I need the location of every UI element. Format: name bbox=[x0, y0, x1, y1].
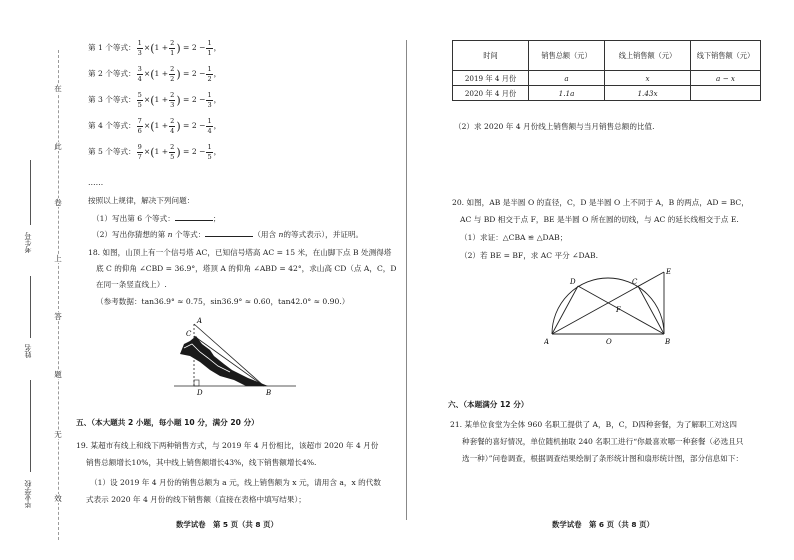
rule-prompt: 按照以上规律，解决下列问题： bbox=[88, 196, 195, 205]
table-cell: 1.1a bbox=[529, 86, 605, 101]
fraction-numerator: 7 bbox=[137, 117, 142, 125]
equation-rhs: = 2 − bbox=[183, 121, 206, 131]
page-divider bbox=[406, 40, 407, 520]
table-cell: 1.43x bbox=[605, 86, 691, 101]
q2-text-a: （2）写出你猜想的第 bbox=[92, 230, 166, 239]
equation-label: 第 5 个等式： bbox=[88, 147, 136, 157]
fraction-denominator: 5 bbox=[170, 152, 175, 161]
q2-var: n bbox=[278, 230, 284, 239]
right-page bbox=[412, 0, 782, 560]
equation-row: 第 2 个等式： $\frac{3}{4}$ × ( 1 + $\frac{2}{2}$ ) = 2 − $\frac{1}{2}$ ， bbox=[88, 65, 222, 83]
p21-line-2: 种套餐的喜好情况，单位随机抽取 240 名职工进行“你最喜欢哪一种套餐（必选且只 bbox=[462, 437, 744, 446]
fraction-c bbox=[206, 118, 212, 134]
equation-rhs: = 2 − bbox=[183, 69, 206, 79]
fraction-a bbox=[137, 118, 143, 134]
fraction-b bbox=[169, 40, 175, 56]
fraction-a bbox=[137, 92, 143, 108]
p18-line-4: （参考数据：tan36.9° ≈ 0.75，sin36.9° ≈ 0.60，tan42.0° ≈ 0.90.） bbox=[96, 297, 350, 306]
section-6-heading: 六、（本题满分 12 分） bbox=[448, 400, 529, 409]
q2-line bbox=[92, 229, 363, 239]
binding-char: 卷 bbox=[52, 198, 64, 207]
q2-text-c: （用含 bbox=[253, 230, 277, 239]
q2-text-b: 个等式： bbox=[174, 230, 206, 239]
table-answer-cell[interactable] bbox=[691, 86, 761, 101]
p20-line-3: （1）求证：△CBA ≌ △DAB； bbox=[460, 233, 568, 242]
binding-char: 在 bbox=[52, 84, 64, 93]
fraction-c bbox=[206, 40, 212, 56]
q1-line bbox=[92, 213, 220, 223]
table-row bbox=[453, 71, 761, 86]
table-header-cell: 线上销售额（元） bbox=[605, 41, 691, 71]
binding-char: 无 bbox=[52, 430, 64, 439]
p20-line-1: 20. 如图，AB 是半圆 O 的直径，C，D 是半圆 O 上不同于 A，B 的两点，AD = BC， bbox=[452, 198, 749, 207]
fraction-denominator: 4 bbox=[137, 74, 142, 83]
name-label: 姓名 bbox=[24, 344, 32, 358]
fraction-b bbox=[169, 144, 175, 160]
q1-answer-blank[interactable] bbox=[175, 213, 213, 221]
p19-line-3: （1）设 2019 年 4 月份的销售总额为 a 元，线上销售额为 x 元，请用含 a，x 的代数 bbox=[90, 478, 381, 487]
binding-char: 答 bbox=[52, 312, 64, 321]
figure-20-semicircle bbox=[544, 266, 674, 348]
school-label: 毕业学校 bbox=[24, 480, 32, 508]
fraction-b bbox=[169, 118, 175, 134]
label-E: E bbox=[666, 268, 672, 276]
fraction-numerator: 1 bbox=[207, 143, 212, 151]
fraction-numerator: 1 bbox=[207, 65, 212, 73]
p19-line-4: 式表示 2020 年 4 月份的线下销售额（直接在表格中填写结果）； bbox=[86, 495, 306, 504]
fraction-a bbox=[137, 66, 143, 82]
p20-line-4: （2）若 BE = BF，求 AC 平分 ∠DAB. bbox=[460, 251, 599, 260]
q2-var: n bbox=[167, 230, 173, 239]
equation-row: 第 4 个等式： $\frac{7}{6}$ × ( 1 + $\frac{2}{4}$ ) = 2 − $\frac{1}{4}$ ， bbox=[88, 117, 222, 135]
fraction-a bbox=[137, 40, 143, 56]
fraction-numerator: 1 bbox=[207, 91, 212, 99]
p19-q2: （2）求 2020 年 4 月份线上销售额与当月销售总额的比值. bbox=[454, 122, 655, 131]
fraction-numerator: 2 bbox=[170, 91, 175, 99]
q2-answer-blank[interactable] bbox=[205, 229, 253, 237]
binding-char: 上 bbox=[52, 254, 64, 263]
fraction-a bbox=[137, 144, 143, 160]
p18-line-2: 底 C 的仰角 ∠CBD = 36.9°，塔顶 A 的仰角 ∠ABD = 42°，求山高 CD（点 A，C，D bbox=[96, 264, 397, 273]
binding-char: 效 bbox=[52, 494, 64, 503]
table-cell: x bbox=[605, 71, 691, 86]
fraction-numerator: 1 bbox=[207, 117, 212, 125]
fraction-numerator: 2 bbox=[170, 39, 175, 47]
fraction-denominator: 4 bbox=[207, 126, 212, 135]
fraction-numerator: 3 bbox=[137, 65, 142, 73]
fraction-denominator: 3 bbox=[170, 100, 175, 109]
label-A: A bbox=[197, 317, 203, 325]
fraction-b bbox=[169, 92, 175, 108]
name-line bbox=[30, 276, 31, 338]
equation-label: 第 2 个等式： bbox=[88, 69, 136, 79]
label-B: B bbox=[665, 338, 671, 346]
fraction-b bbox=[169, 66, 175, 82]
fraction-denominator: 6 bbox=[137, 126, 142, 135]
label-D: D bbox=[570, 278, 576, 286]
fraction-denominator: 2 bbox=[207, 74, 212, 83]
table-row bbox=[453, 86, 761, 101]
right-angle-mark bbox=[194, 380, 199, 386]
table-header-cell: 时间 bbox=[453, 41, 529, 71]
table-cell: 2019 年 4 月份 bbox=[453, 71, 529, 86]
label-C: C bbox=[632, 278, 638, 286]
equation-row: 第 5 个等式： $\frac{9}{7}$ × ( 1 + $\frac{2}{5}$ ) = 2 − $\frac{1}{5}$ ， bbox=[88, 143, 222, 161]
p21-line-1: 21. 某单位食堂为全体 960 名职工提供了 A，B，C，D四种套餐，为了解职工对这四 bbox=[450, 420, 737, 429]
fraction-denominator: 1 bbox=[170, 48, 175, 57]
table-cell: 2020 年 4 月份 bbox=[453, 86, 529, 101]
table-cell: a bbox=[529, 71, 605, 86]
mountain-silhouette bbox=[180, 336, 268, 386]
fraction-denominator: 4 bbox=[170, 126, 175, 135]
fraction-denominator: 1 bbox=[207, 48, 212, 57]
equation-rhs: = 2 − bbox=[183, 147, 206, 157]
p18-line-3: 在同一条竖直线上）. bbox=[96, 280, 167, 289]
fraction-denominator: 2 bbox=[170, 74, 175, 83]
equation-row: 第 3 个等式： $\frac{5}{5}$ × ( 1 + $\frac{2}{3}$ ) = 2 − $\frac{1}{3}$ ， bbox=[88, 91, 222, 109]
label-A: A bbox=[544, 338, 550, 346]
student-id-label: 考生号 bbox=[24, 232, 32, 253]
student-id-line bbox=[30, 160, 31, 225]
binding-char: 题 bbox=[52, 370, 64, 379]
fraction-numerator: 2 bbox=[170, 143, 175, 151]
label-O: O bbox=[606, 338, 612, 346]
fraction-denominator: 3 bbox=[137, 48, 142, 57]
q1-end: ； bbox=[212, 214, 221, 223]
equation-label: 第 1 个等式： bbox=[88, 43, 136, 53]
p20-line-2: AC 与 BD 相交于点 F，BE 是半圆 O 所在圆的切线，与 AC 的延长线相交于点 E. bbox=[460, 215, 739, 224]
p19-line-2: 销售总额增长10%，其中线上销售额增长43%，线下销售额增长4%. bbox=[86, 458, 317, 467]
fraction-numerator: 9 bbox=[137, 143, 142, 151]
left-page bbox=[76, 0, 400, 560]
binding-dashed-line bbox=[58, 50, 72, 540]
equation-label: 第 4 个等式： bbox=[88, 121, 136, 131]
table-header-cell: 线下销售额（元） bbox=[691, 41, 761, 71]
fraction-denominator: 7 bbox=[137, 152, 142, 161]
table-header-row bbox=[453, 41, 761, 71]
semicircle-arc bbox=[552, 278, 664, 334]
school-line bbox=[30, 380, 31, 472]
left-footer: 数学试卷 第 5 页（共 8 页） bbox=[176, 520, 278, 529]
q2-text-d: 的等式表示），并证明。 bbox=[283, 230, 364, 239]
fraction-denominator: 3 bbox=[207, 100, 212, 109]
fraction-c bbox=[206, 144, 212, 160]
fraction-c bbox=[206, 92, 212, 108]
equation-rhs: = 2 − bbox=[183, 43, 206, 53]
fraction-c bbox=[206, 66, 212, 82]
fraction-denominator: 5 bbox=[207, 152, 212, 161]
label-D: D bbox=[197, 389, 203, 397]
right-footer: 数学试卷 第 6 页（共 8 页） bbox=[552, 520, 654, 529]
equation-rhs: = 2 − bbox=[183, 95, 206, 105]
ellipsis: …… bbox=[88, 178, 104, 187]
label-C: C bbox=[186, 330, 192, 338]
fraction-numerator: 2 bbox=[170, 117, 175, 125]
equation-row: 第 1 个等式： $\frac{1}{3}$ × ( 1 + $\frac{2}{1}$ ) = 2 − $\frac{1}{1}$ ， bbox=[88, 39, 222, 57]
table-cell: a − x bbox=[691, 71, 761, 86]
fraction-numerator: 5 bbox=[137, 91, 142, 99]
p21-line-3: 选一种）”问卷调查，根据调查结果绘制了条形统计图和扇形统计图，部分信息如下： bbox=[462, 454, 744, 463]
label-F: F bbox=[616, 306, 621, 314]
table-header-cell: 销售总额（元） bbox=[529, 41, 605, 71]
section-5-heading: 五、（本大题共 2 小题，每小题 10 分，满分 20 分） bbox=[76, 418, 259, 427]
p19-line-1: 19. 某超市有线上和线下两种销售方式，与 2019 年 4 月份相比，该超市 2020 年 4 月份 bbox=[76, 441, 379, 450]
fraction-numerator: 1 bbox=[137, 39, 142, 47]
q1-text: （1）写出第 6 个等式： bbox=[92, 214, 175, 223]
fraction-numerator: 1 bbox=[207, 39, 212, 47]
sales-table bbox=[452, 40, 761, 101]
equation-label: 第 3 个等式： bbox=[88, 95, 136, 105]
binding-margin bbox=[0, 0, 80, 560]
fraction-denominator: 5 bbox=[137, 100, 142, 109]
label-B: B bbox=[266, 389, 272, 397]
p18-line-1: 18. 如图，山顶上有一个信号塔 AC，已知信号塔高 AC = 15 米，在山脚下点 B 处测得塔 bbox=[88, 248, 392, 257]
figure-18-mountain bbox=[174, 314, 304, 400]
fraction-numerator: 2 bbox=[170, 65, 175, 73]
binding-char: 此 bbox=[52, 142, 64, 151]
